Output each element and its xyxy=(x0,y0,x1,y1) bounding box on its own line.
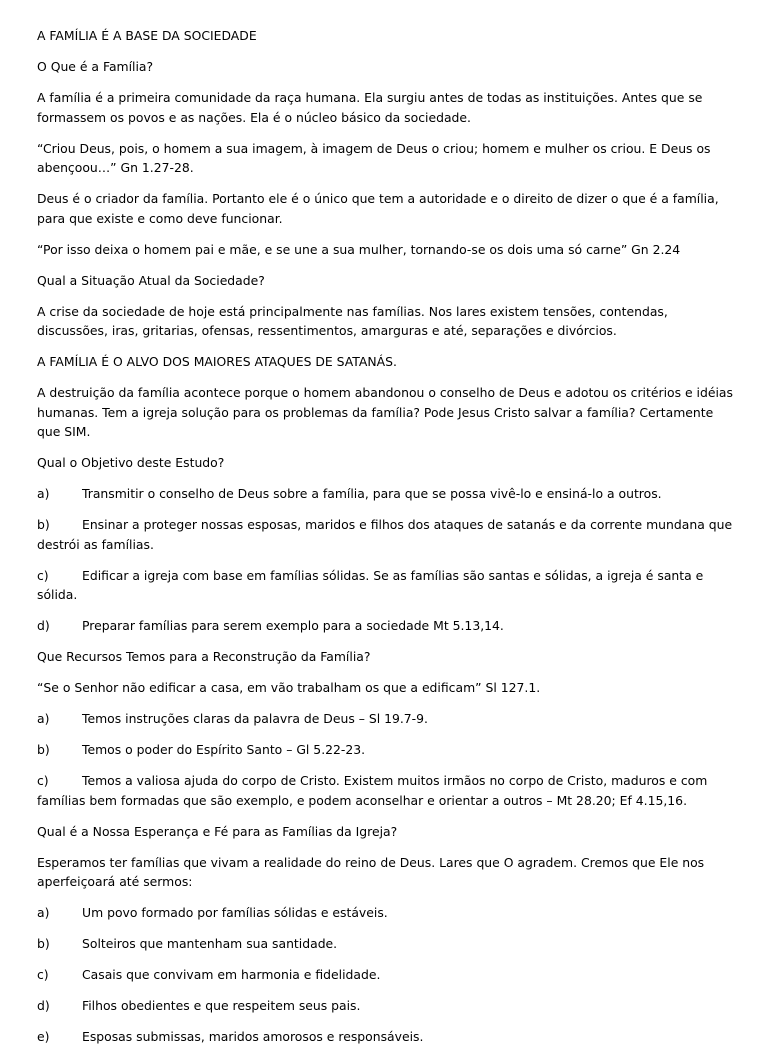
paragraph: Qual a Situação Atual da Sociedade? xyxy=(37,272,265,288)
list-item xyxy=(37,740,737,760)
list-item xyxy=(37,1027,737,1047)
list-item-text: Edificar a igreja com base em famílias sólidas. Se as famílias são santas e sólidas, a igreja é santa e sólida. xyxy=(37,567,704,602)
list-item xyxy=(37,934,737,954)
list-marker: b) xyxy=(37,517,50,532)
list-item xyxy=(37,616,737,636)
list-item-text: Solteiros que mantenham sua santidade. xyxy=(82,936,338,951)
paragraph: Que Recursos Temos para a Reconstrução da Família? xyxy=(37,649,371,664)
list-marker: c) xyxy=(37,567,49,583)
list-item-text: Transmitir o conselho de Deus sobre a família, para que se possa vivê-lo e ensiná-lo a outros. xyxy=(82,486,662,501)
list-marker: b) xyxy=(37,742,50,757)
paragraph: Deus é o criador da família. Portanto ele é o único que tem a autoridade e o direito de dizer o que é a família, para que existe e como deve funcionar. xyxy=(37,191,719,226)
list-item xyxy=(37,965,737,985)
list-marker: c) xyxy=(37,773,49,788)
paragraph: “Se o Senhor não edificar a casa, em vão trabalham os que a edificam” Sl 127.1. xyxy=(37,680,541,695)
paragraph: Qual o Objetivo deste Estudo? xyxy=(37,455,225,470)
list-marker: b) xyxy=(37,936,50,951)
list-item-text: Casais que convivam em harmonia e fidelidade. xyxy=(82,967,381,982)
list-item xyxy=(37,996,737,1016)
list-marker: e) xyxy=(37,1029,50,1044)
paragraph: Qual é a Nossa Esperança e Fé para as Famílias da Igreja? xyxy=(37,823,398,839)
list-item-text: Esposas submissas, maridos amorosos e responsáveis. xyxy=(82,1029,424,1044)
paragraph: A FAMÍLIA É O ALVO DOS MAIORES ATAQUES DE SATANÁS. xyxy=(37,354,397,369)
paragraph: A FAMÍLIA É A BASE DA SOCIEDADE xyxy=(37,28,257,43)
list-item-text: Preparar famílias para serem exemplo para a sociedade Mt 5.13,14. xyxy=(82,618,504,633)
list-item-text: Temos a valiosa ajuda do corpo de Cristo. Existem muitos irmãos no corpo de Cristo, maduros e com famílias bem formadas que são exemplo, e podem aconselhar e orientar a outros – Mt 28.20; Ef 4.15,16. xyxy=(37,773,708,808)
document-page xyxy=(37,26,737,1058)
list-item-text: Filhos obedientes e que respeitem seus pais. xyxy=(82,998,361,1013)
paragraph: O Que é a Família? xyxy=(37,59,154,74)
list-marker: a) xyxy=(37,905,50,920)
list-item xyxy=(37,709,737,729)
list-marker: d) xyxy=(37,998,50,1013)
list-item xyxy=(37,771,737,810)
list-marker: d) xyxy=(37,618,50,633)
paragraph: A família é a primeira comunidade da raça humana. Ela surgiu antes de todas as instituições. Antes que se formassem os povos e as nações. Ela é o núcleo básico da sociedade. xyxy=(37,90,703,125)
list-item xyxy=(37,484,737,504)
list-marker: c) xyxy=(37,967,49,982)
list-marker: a) xyxy=(37,486,50,501)
list-item xyxy=(37,566,737,605)
list-item xyxy=(37,515,737,554)
paragraph: Esperamos ter famílias que vivam a realidade do reino de Deus. Lares que O agradem. Cremos que Ele nos aperfeiçoará até sermos: xyxy=(37,854,705,889)
list-item-text: Temos o poder do Espírito Santo – Gl 5.22-23. xyxy=(82,742,366,757)
paragraph: A destruição da família acontece porque o homem abandonou o conselho de Deus e adotou os critérios e idéias humanas. Tem a igreja solução para os problemas da família? Pode Jesus Cristo salvar a família? Certamente que SIM. xyxy=(37,385,733,439)
paragraph: “Criou Deus, pois, o homem a sua imagem, à imagem de Deus o criou; homem e mulher os criou. E Deus os abençoou…” Gn 1.27-28. xyxy=(37,140,711,175)
paragraph: “Por isso deixa o homem pai e mãe, e se une a sua mulher, tornando-se os dois uma só carne” Gn 2.24 xyxy=(37,241,681,257)
list-item-text: Um povo formado por famílias sólidas e estáveis. xyxy=(82,905,388,920)
list-item-text: Ensinar a proteger nossas esposas, maridos e filhos dos ataques de satanás e da corrente mundana que destrói as famílias. xyxy=(37,517,733,552)
list-item-text: Temos instruções claras da palavra de Deus – Sl 19.7-9. xyxy=(82,711,428,726)
paragraph: A crise da sociedade de hoje está principalmente nas famílias. Nos lares existem tensões, contendas, discussões, iras, gritarias, ofensas, ressentimentos, amarguras e até, separações e divórcios. xyxy=(37,303,668,338)
list-item xyxy=(37,903,737,923)
list-marker: a) xyxy=(37,711,50,726)
